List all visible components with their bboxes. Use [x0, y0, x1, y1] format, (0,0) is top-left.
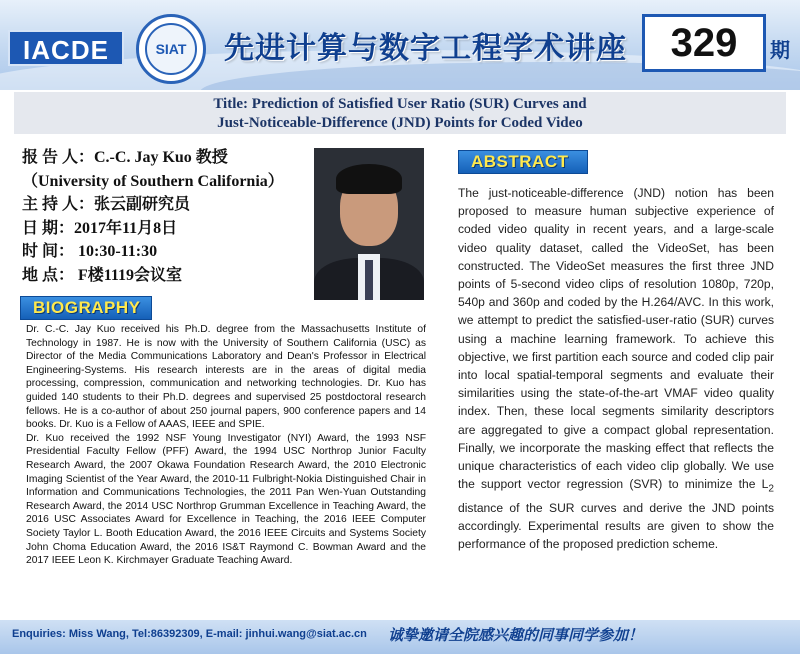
biography-heading: BIOGRAPHY — [20, 296, 152, 320]
speaker-affiliation: （University of Southern California） — [22, 172, 284, 190]
series-title: 先进计算与数字工程学术讲座 — [224, 31, 627, 66]
invitation-text: 诚挚邀请全院感兴趣的同事同学参加！ — [388, 626, 644, 644]
host: 主 持 人：张云副研究员 — [22, 196, 191, 213]
siat-logo — [136, 14, 206, 84]
talk-info — [22, 146, 312, 287]
location: 地 点： F楼1119会议室 — [22, 266, 183, 284]
talk-title-line-1: Title: Prediction of Satisfied User Ratio (SUR) Curves and — [213, 96, 587, 112]
poster-header — [0, 0, 800, 90]
abstract-body-end: distance of the SUR curves and derive the JND points accordingly. Experimental results are given to show the performance of the proposed prediction scheme. — [458, 500, 774, 552]
portrait-hair — [336, 164, 402, 194]
contact-info: Enquiries: Miss Wang, Tel:86392309, E-mail: jinhui.wang@siat.ac.cn — [12, 628, 367, 640]
portrait-tie — [365, 260, 373, 300]
abstract-text — [458, 184, 774, 553]
talk-title — [14, 92, 786, 134]
abstract-subscript: 2 — [768, 483, 774, 495]
iacde-logo: IACDE — [8, 30, 124, 66]
siat-logo-text: SIAT — [145, 23, 197, 75]
speaker-portrait — [314, 148, 424, 300]
issue-number: 329 — [642, 14, 766, 72]
biography-text — [26, 323, 426, 568]
abstract-body: The just-noticeable-difference (JND) notion has been proposed to measure human subjective experience of coded video quality in recent years, and a large-scale video quality dataset, called the VideoSet, has been constructed. The VideoSet measures the first three JND points of 5-second video clips of resolution 1080p, 720p, 540p and 360p and coded by the H.264/AVC. In this work, we attempt to predict the satisfied-user-ratio (SUR) curves using a machine learning framework. To achieve this objective, we first partition each source and coded clip pair into local spatial-temporal segments and evaluate their similarities using the state-of-the-art VMAF video quality index. Then, these local segments similarity descriptors are aggregated to give a compact global representation. Finally, we incorporate the masking effect that reflects the unique characteristics of each video clip globally. We use the support vector regression (SVR) to minimize the L — [458, 186, 774, 492]
speaker: 报 告 人：C.-C. Jay Kuo 教授 — [22, 149, 228, 166]
time: 时 间： 10:30-11:30 — [22, 243, 158, 260]
issue-suffix: 期 — [770, 38, 790, 62]
abstract-heading: ABSTRACT — [458, 150, 588, 174]
date: 日 期：2017年11月8日 — [22, 219, 178, 237]
talk-title-line-2: Just-Noticeable-Difference (JND) Points for Coded Video — [217, 115, 583, 131]
biography-paragraph-2: Dr. Kuo received the 1992 NSF Young Investigator (NYI) Award, the 1993 NSF Presidential Faculty Fellow (PFF) Award, the 1994 USC Northrop Junior Faculty Research Award, the 2007 Okawa Foundation Research Award, the 2010 Electronic Imaging Scientist of the Year Award, the 2010-11 Fulbright-Nokia Distinguished Chair in Information and Communications Technologies, the 2011 Pan Wen-Yuan Outstanding Research Award, the 2014 USC Northrop Grumman Excellence in Teaching Award, the 2016 USC Associates Award for Excellence in Teaching, the 2016 IEEE Computer Society Taylor L. Booth Education Award, the 2016 IEEE Circuits and Systems Society John Choma Education Award, the 2016 IS&T Raymond C. Bowman Award and the 2017 IEEE Leon K. Kirchmayer Graduate Teaching Award. — [26, 432, 426, 567]
biography-paragraph-1: Dr. C.-C. Jay Kuo received his Ph.D. degree from the Massachusetts Institute of Technology in 1987. He is now with the University of Southern California (USC) as Director of the Media Communications Laboratory and Dean's Professor in Electrical Engineering-Systems. His research interests are in the areas of digital media processing, compression, communication and networking technologies. Dr. Kuo has guided 140 students to their Ph.D. degrees and supervised 25 postdoctoral research fellows. He is a co-author of about 250 journal papers, 900 conference papers and 14 books. Dr. Kuo is a Fellow of AAAS, IEEE and SPIE. — [26, 324, 426, 431]
poster-footer — [0, 620, 800, 654]
